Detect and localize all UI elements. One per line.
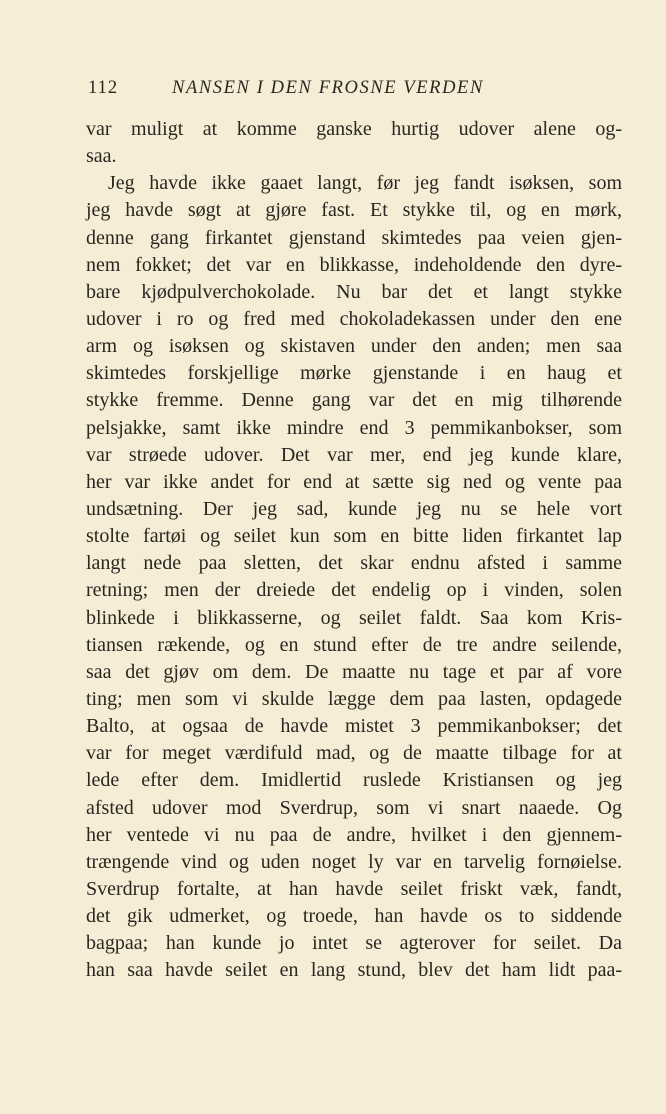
text-line: undsætning. Der jeg sad, kunde jeg nu se hele vort (86, 497, 622, 520)
text-line: her var ikke andet for end at sætte sig ned og vente paa (86, 470, 622, 493)
text-line: blinkede i blikkasserne, og seilet faldt. Saa kom Kris- (86, 606, 622, 629)
text-line: var strøede udover. Det var mer, end jeg kunde klare, (86, 443, 622, 466)
text-line: bare kjødpulverchokolade. Nu bar det et langt stykke (86, 280, 622, 303)
text-line: retning; men der dreiede det endelig op i vinden, solen (86, 579, 622, 602)
text-line: saa det gjøv om dem. De maatte nu tage et par af vore (86, 660, 622, 683)
text-line: det gik udmerket, og troede, han havde os to siddende (86, 905, 622, 928)
text-line: Jeg havde ikke gaaet langt, før jeg fandt isøksen, som (108, 172, 622, 195)
text-line: nem fokket; det var en blikkasse, indeholdende den dyre- (86, 253, 622, 276)
text-line: var for meget værdifuld mad, og de maatte tilbage for at (86, 742, 622, 765)
body-text (86, 116, 622, 985)
text-line: udover i ro og fred med chokoladekassen under den ene (86, 307, 622, 330)
text-line: her ventede vi nu paa de andre, hvilket i den gjennem- (86, 823, 622, 846)
page-number: 112 (88, 78, 119, 98)
text-line: stolte fartøi og seilet kun som en bitte liden firkantet lap (86, 525, 622, 548)
text-line: bagpaa; han kunde jo intet se agterover for seilet. Da (86, 932, 622, 955)
text-line: saa. (86, 145, 117, 168)
text-line: var muligt at komme ganske hurtig udover alene og- (86, 118, 622, 140)
running-title: NANSEN I DEN FROSNE VERDEN (172, 78, 484, 98)
text-line: pelsjakke, samt ikke mindre end 3 pemmikanbokser, som (86, 416, 622, 439)
text-line: jeg havde søgt at gjøre fast. Et stykke til, og en mørk, (86, 199, 622, 222)
text-line: Sverdrup fortalte, at han havde seilet friskt væk, fandt, (86, 877, 622, 900)
page-header (88, 78, 568, 104)
text-line: skimtedes forskjellige mørke gjenstande i en haug et (86, 362, 622, 385)
text-line: ting; men som vi skulde lægge dem paa lasten, opdagede (86, 687, 622, 710)
text-line: arm og isøksen og skistaven under den anden; men saa (86, 335, 622, 358)
text-line: langt nede paa sletten, det skar endnu afsted i samme (86, 552, 622, 575)
text-line: stykke fremme. Denne gang var det en mig tilhørende (86, 389, 622, 412)
text-line: Balto, at ogsaa de havde mistet 3 pemmikanbokser; det (86, 715, 622, 738)
text-line: lede efter dem. Imidlertid ruslede Kristiansen og jeg (86, 769, 622, 792)
text-line: han saa havde seilet en lang stund, blev det ham lidt paa- (86, 959, 622, 982)
text-line: tiansen rækende, og en stund efter de tre andre seilende, (86, 633, 622, 656)
text-line: denne gang firkantet gjenstand skimtedes paa veien gjen- (86, 226, 622, 249)
text-line: trængende vind og uden noget ly var en tarvelig fornøielse. (86, 850, 622, 873)
text-line: afsted udover mod Sverdrup, som vi snart naaede. Og (86, 796, 622, 819)
